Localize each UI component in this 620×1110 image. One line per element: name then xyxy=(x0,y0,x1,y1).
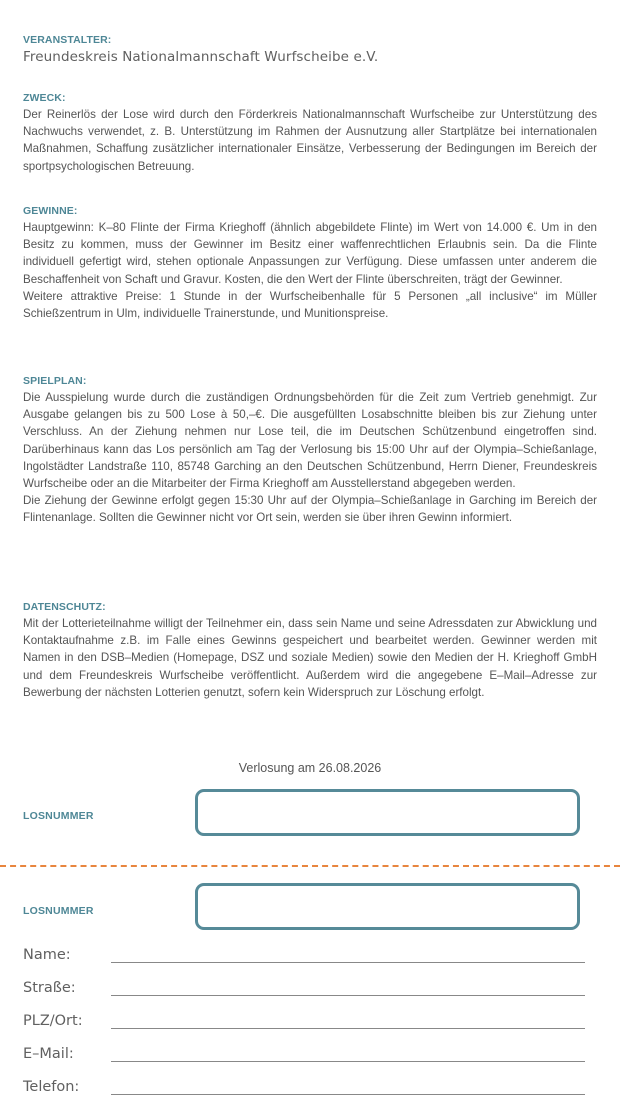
prizes-main-text: Hauptgewinn: K–80 Flinte der Firma Krieghoff (ähnlich abgebildete Flinte) im Wert von 14.000 €. Um in den Besitz zu kommen, muss der Gewinner im Besitz einer waffenrechtlichen Erlaubnis sein. Da die Flinte individuell gefertigt wird, stehen optionale Anpassungen zur Verfügung. Diese umfassen unter anderem die Beschaffenheit von Schaft und Gravur. Kosten, die den Wert der Flinte überschreiten, trägt der Gewinner. xyxy=(23,221,597,286)
privacy-section xyxy=(23,601,597,701)
form-row-email xyxy=(23,1042,585,1064)
privacy-text: Mit der Lotterieteilnahme willigt der Teilnehmer ein, dass sein Name und seine Adressdaten zur Abwicklung und Kontaktaufnahme z.B. im Falle eines Gewinns gespeichert und bearbeitet werden. Gewinner werden mit Namen in den DSB–Medien (Homepage, DSZ und soziale Medien) sowie den Medien der H. Krieghoff GmbH und dem Freundeskreis Wurfscheibe veröffentlicht. Außerdem wird die angegebene E–Mail–Adresse zur Bewerbung der nächsten Lotterien genutzt, sofern kein Widerspruch zur Löschung erfolgt. xyxy=(23,617,597,699)
purpose-heading: ZWECK: xyxy=(23,92,66,104)
prizes-section xyxy=(23,205,597,322)
schedule-section xyxy=(23,375,597,527)
phone-input-line[interactable] xyxy=(111,1094,585,1095)
organizer-name: Freundeskreis Nationalmannschaft Wurfscheibe e.V. xyxy=(23,49,379,65)
email-input-line[interactable] xyxy=(111,1061,585,1062)
street-label: Straße: xyxy=(23,980,76,996)
ticket-number-label-top: LOSNUMMER xyxy=(23,810,94,822)
ticket-number-label-bottom: LOSNUMMER xyxy=(23,905,94,917)
schedule-heading: SPIELPLAN: xyxy=(23,375,87,387)
form-row-name xyxy=(23,943,585,965)
organizer-heading: VERANSTALTER: xyxy=(23,34,112,46)
organizer-section xyxy=(23,34,597,66)
draw-date: Verlosung am 26.08.2026 xyxy=(238,761,382,775)
ticket-number-field-top[interactable] xyxy=(195,789,580,836)
prizes-other-text: Weitere attraktive Preise: 1 Stunde in der Wurfscheibenhalle für 5 Personen „all inclusive“ im Müller Schießzentrum in Ulm, individuelle Trainerstunde, und Munitionspreise. xyxy=(23,289,597,321)
email-label: E–Mail: xyxy=(23,1046,74,1062)
privacy-heading: DATENSCHUTZ: xyxy=(23,601,106,613)
schedule-text-1: Die Ausspielung wurde durch die zuständigen Ordnungsbehörden für die Zeit zum Vertrieb genehmigt. Zur Ausgabe gelangen bis zu 500 Lose à 50,–€. Die ausgefüllten Losabschnitte bleiben bis zur Ziehung unter Verschluss. An der Ziehung nehmen nur Lose teil, die im Deutschen Schützenbund eingetroffen sind. Darüberhinaus kann das Los persönlich am Tag der Verlosung bis 15:00 Uhr auf der Olympia–Schießanlage, Ingolstädter Landstraße 110, 85748 Garching an den Deutschen Schützenbund, Herrn Diener, Freundeskreis Wurfscheibe oder an die Mitarbeiter der Firma Krieghoff am Ausstellerstand abgegeben werden. xyxy=(23,391,597,491)
phone-label: Telefon: xyxy=(23,1079,80,1095)
zip-city-input-line[interactable] xyxy=(111,1028,585,1029)
form-row-street xyxy=(23,976,585,998)
street-input-line[interactable] xyxy=(111,995,585,996)
form-row-zip-city xyxy=(23,1009,585,1031)
zip-city-label: PLZ/Ort: xyxy=(23,1013,83,1029)
ticket-number-field-bottom[interactable] xyxy=(195,883,580,930)
name-input-line[interactable] xyxy=(111,962,585,963)
prizes-heading: GEWINNE: xyxy=(23,205,78,217)
name-label: Name: xyxy=(23,947,71,963)
purpose-text: Der Reinerlös der Lose wird durch den Förderkreis Nationalmannschaft Wurfscheibe zur Unterstützung des Nachwuchs verwendet, z. B. Unterstützung im Rahmen der Ausnutzung aller Startplätze bei internationalen Maßnahmen, Schaffung zusätzlicher internationaler Einsätze, Verbesserung der Bedingungen im Bereich der sportpsychologischen Betreuung. xyxy=(23,108,597,173)
schedule-text-2: Die Ziehung der Gewinne erfolgt gegen 15:30 Uhr auf der Olympia–Schießanlage in Garching im Bereich der Flintenanlage. Sollten die Gewinner nicht vor Ort sein, werden sie über ihren Gewinn informiert. xyxy=(23,494,597,525)
purpose-section xyxy=(23,92,597,175)
cut-line-divider xyxy=(0,865,620,867)
form-row-phone xyxy=(23,1075,585,1097)
